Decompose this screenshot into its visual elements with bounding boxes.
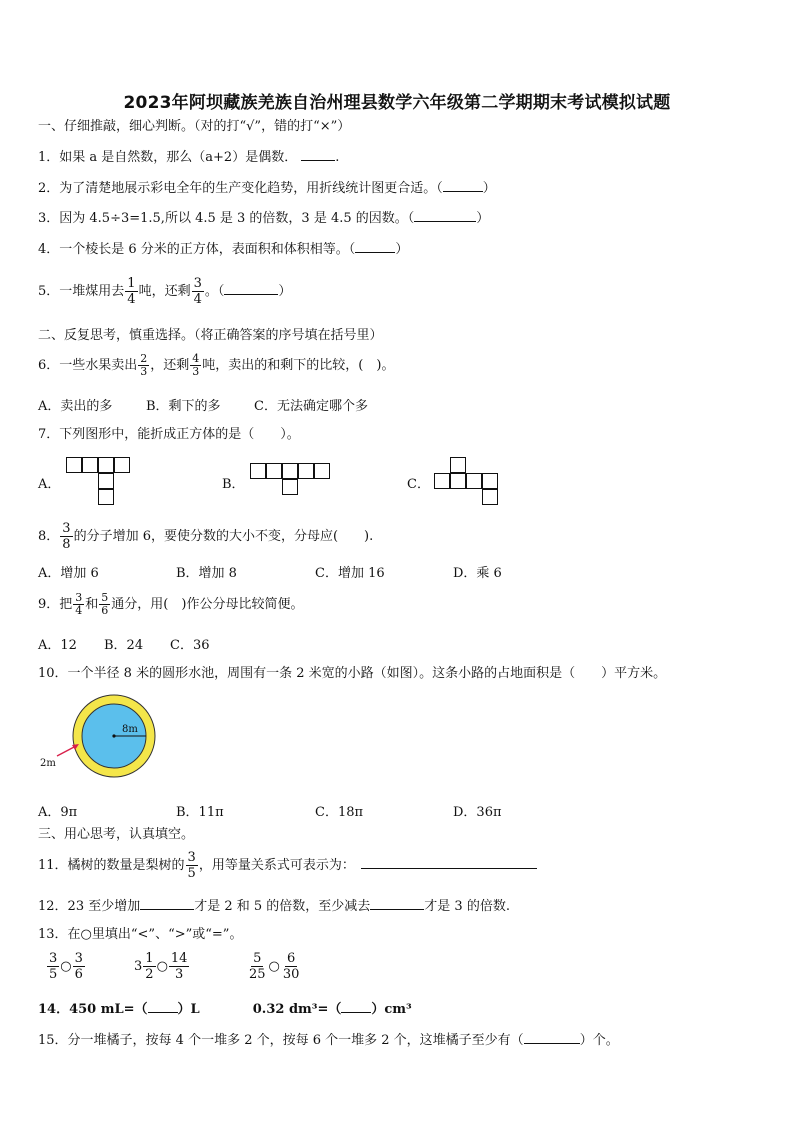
question-7: 7．下列图形中，能折成正方体的是（ ）。 [38,427,300,442]
q8-option-b[interactable]: B．增加 8 [176,566,237,581]
fraction: $\frac{5}{25}$ [249,951,266,982]
q8-option-c[interactable]: C．增加 16 [315,566,385,581]
answer-blank[interactable] [224,280,278,295]
answer-blank[interactable] [301,146,335,161]
q7-option-a[interactable]: A． [38,477,61,492]
answer-blank[interactable] [414,207,476,222]
question-11: 11．橘树的数量是梨树的 $\frac{3}{5}$ ，用等量关系式可表示为： [38,850,537,881]
fraction: $\frac{1}{4}$ [127,276,136,307]
answer-blank[interactable] [140,895,194,910]
q7-option-c[interactable]: C． [407,477,430,492]
q9-option-c[interactable]: C．36 [170,638,210,653]
section-2-heading: 二、反复思考，慎重选择。（将正确答案的序号填在括号里） [38,328,383,343]
answer-blank[interactable] [524,1029,580,1044]
compare-2: 3 $\frac{1}{2}$ ○ $\frac{14}{3}$ [134,951,188,982]
page-title: 2023年阿坝藏族羌族自治州理县数学六年级第二学期期末考试模拟试题 [123,93,671,113]
fraction: $\frac{3}{4}$ [193,276,202,307]
q10-option-b[interactable]: B．11π [176,805,224,820]
compare-1 [46,951,86,982]
center-dot [112,734,115,737]
question-8: 8． $\frac{3}{8}$ 的分子增加 6，要使分数的大小不变，分母应( ). [38,521,374,552]
fraction: $\frac{3}{6}$ [74,951,83,982]
fraction: $\frac{3}{5}$ [49,951,58,982]
compare-circle[interactable]: ○ [156,959,168,974]
q6-option-a[interactable]: A．卖出的多 [38,399,113,414]
q10-option-c[interactable]: C．18π [315,805,364,820]
fraction: $\frac{3}{5}$ [187,850,196,881]
fraction: $\frac{6}{30}$ [282,951,300,982]
q7-option-b[interactable]: B． [222,477,245,492]
q10-option-d[interactable]: D．36π [453,805,502,820]
q6-option-b[interactable]: B．剩下的多 [146,399,221,414]
fraction: $\frac{14}{3}$ [170,951,188,982]
q8-option-a[interactable]: A．增加 6 [38,566,99,581]
q10-option-a[interactable]: A．9π [38,805,78,820]
fraction: $\frac{1}{2}$ [145,951,154,982]
fraction: $\frac{4}{3}$ [192,352,200,378]
question-12: 12．23 至少增加 才是 2 和 5 的倍数，至少减去 才是 3 的倍数. [38,895,510,916]
fraction: $\frac{3}{8}$ [62,521,71,552]
width-arrow [57,746,76,756]
answer-blank[interactable] [370,895,424,910]
question-13: 13．在○里填出“<”、“>”或“=”。 [38,927,243,942]
q8-option-d[interactable]: D．乘 6 [453,566,502,581]
question-5: 5．一堆煤用去 $\frac{1}{4}$ 吨，还剩 $\frac{3}{4}$ 。（ ） [38,276,292,307]
answer-blank[interactable] [443,177,483,192]
question-14: 14．450 mL=（ ）L 0.32 dm³=（ ）cm³ [38,998,412,1019]
question-9: 9．把 $\frac{3}{4}$ 和 $\frac{5}{6}$ 通分，用( )作公分母比较简便。 [38,591,304,617]
compare-circle[interactable]: ○ [60,959,72,974]
answer-blank[interactable] [148,998,178,1013]
question-4: 4．一个棱长是 6 分米的正方体，表面积和体积相等。（ ） [38,238,408,259]
answer-blank[interactable] [341,998,371,1013]
path-width-label: 2m [40,758,56,769]
answer-blank[interactable] [355,238,395,253]
question-15: 15．分一堆橘子，按每 4 个一堆多 2 个，按每 6 个一堆多 2 个，这堆橘子至少有（ ）个。 [38,1029,619,1050]
compare-circle[interactable]: ○ [268,959,280,974]
fraction: $\frac{2}{3}$ [140,352,148,378]
fraction: $\frac{5}{6}$ [101,591,109,617]
question-3: 3．因为 4.5÷3=1.5,所以 4.5 是 3 的倍数，3 是 4.5 的因数。（ ） [38,207,489,228]
answer-blank[interactable] [361,854,537,869]
q6-option-c[interactable]: C．无法确定哪个多 [254,399,368,414]
question-1: 1．如果 a 是自然数，那么（a+2）是偶数． . [38,146,339,167]
fraction: $\frac{3}{4}$ [75,591,83,617]
compare-3 [246,951,302,982]
inner-radius-label: 8m [122,724,138,735]
section-3-heading: 三、用心思考，认真填空。 [38,827,195,842]
question-2: 2．为了清楚地展示彩电全年的生产变化趋势，用折线统计图更合适。（ ） [38,177,496,198]
section-1-heading: 一、仔细推敲，细心判断。（对的打“√”，错的打“×”） [38,119,351,134]
question-10: 10．一个半径 8 米的圆形水池，周围有一条 2 米宽的小路（如图）。这条小路的占地面积是（ ）平方米。 [38,666,667,681]
q9-option-a[interactable]: A．12 [38,638,77,653]
q9-option-b[interactable]: B．24 [104,638,144,653]
question-6: 6．一些水果卖出 $\frac{2}{3}$ ，还剩 $\frac{4}{3}$ 吨，卖出的和剩下的比较，( )。 [38,352,395,378]
pool-diagram [36,694,166,778]
